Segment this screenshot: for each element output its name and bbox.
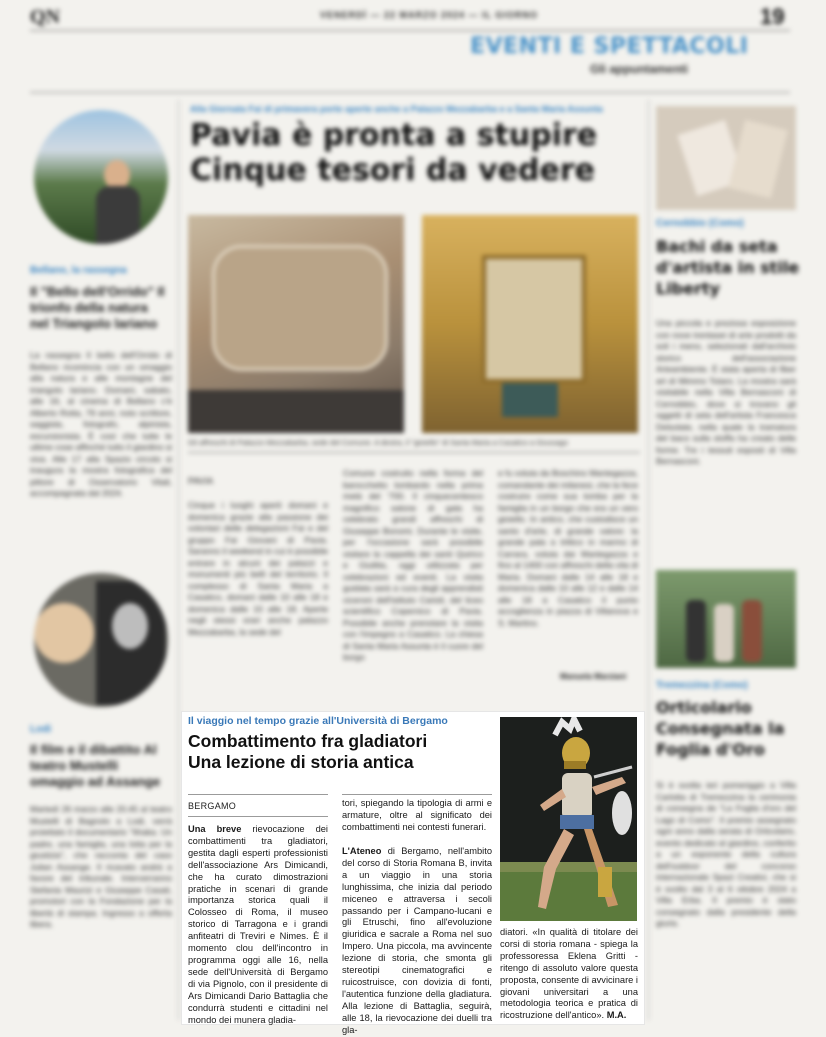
focus-article-headline-line1: Combattimento fra gladiatori xyxy=(188,731,428,751)
focus-article-headline xyxy=(188,731,488,773)
top-article-headline-line1: Pavia è pronta a stupire xyxy=(190,118,598,153)
focus-p3-lead: L'Ateneo xyxy=(342,846,382,856)
top-article-signature: Manuela Marziani xyxy=(560,672,627,681)
left-story1-headline: Il "Bello dell'Orrido" Il trionfo della natura nel Triangolo lariano xyxy=(30,284,165,331)
right-story1-tag: Cernobbio (Como) xyxy=(656,218,744,229)
focus-rule-left xyxy=(188,794,328,795)
masthead-logo: QN xyxy=(30,6,60,28)
left-column-divider xyxy=(178,100,179,1020)
focus-p3-text: di Bergamo, nell'ambito del corso di Storia Romana B, invita a un viaggio in una storia lunghissima, che inizia dal periodo miceneo e attraversa i secoli passando per i Campano-lucani e gli Etruschi, fino all'evoluzione giuridica e sacrale a Roma nel suo Impero. Una piccola, ma avvincente lezione di storia, che smonta gli stereotipi cinematografici e ruicostruisce, con dovizia di fonti, l'autentica funzione della gladiatura. Alla lezione di Battaglia, seguirà, alle 18, la rievocazione dei duelli tra gla- xyxy=(342,846,492,1035)
left-story1-tag: Bellano, la rassegna xyxy=(30,265,127,276)
section-subtitle: Gli appuntamenti xyxy=(590,62,689,76)
top-article-column3: e fu voluta da Boschino Mantegazza, comandante dei milanesi, che la fece costruire come sua tomba per la famiglia in un borgo che era un vero gioiello. In antico, che custodisce un santo d'arte, di grande valore: la grande pala a trittico in marmo di Carrara, voluta dai Mantegazza e fino al 1400 con affreschi della vita di Maria. Domani dalle 14 alle 18 e domenica dalle 10 alle 12 e dalle 14 alle 18 a Casatico il punto accoglienza in piazza di Villanova e S. Martino. xyxy=(498,468,638,628)
award-ceremony-photo xyxy=(656,570,796,668)
left-story1-body: La rassegna Il bello dell'Orrido di Bellano ricomincia con un omaggio alla natura e alle montagne del triangolo lariano. Domani, sabato, alle 16, al cinema di Bellano c'è Alberto Rotta, 79 anni, noto scrittore, saggista, fotografo, alpinista, escursionista. È così che tutte le ultime cose affinché tutto il giardino si viva. Alle 17 alla Spazio circolo si inaugura la mostra fotografica del pittore di Osservatorio Vitali, accompagnata dal 2024. xyxy=(30,350,172,498)
palazzo-mezzabarba-fresco-photo xyxy=(188,215,404,433)
focus-article-kicker: Il viaggio nel tempo grazie all'Università di Bergamo xyxy=(188,715,448,727)
right-story1-body: Una piccola e preziosa esposizione con nove trentasei di arte prodotti da soli i meno, selezionati dall'archivio storico dell'associazione Arteambiente. È stata aperta di fiber art di Mimmo Totaro. La mostra sarà visitabile nella Villa Bernasconi di Cernobbio, dove si trovano gli oggetti di seta dell'artista Francesca Delsolate, nella quale la tramatura del baco sulla stoffa ha creato delle forme. Tre i tessuti esposti di Villa Bernasconi. xyxy=(656,318,796,466)
page-number: 19 xyxy=(760,4,785,29)
right-column-divider xyxy=(648,100,649,1020)
silk-artwork-photo xyxy=(656,106,796,210)
focus-article-paragraph2: tori, spiegando la tipologia di armi e armature, oltre al significato dei combattimenti nei contesti funerari. xyxy=(342,798,492,832)
top-article-column2: Comune costruito nella forma del barocchetto lombardo nella prima metà del '700. Il cinquecentesco magnifico salone di gala ha celebrato grandi affreschi di Giuseppe Bonomi. Durante le visite, per l'occasione sarà possibile visitare la cappella dei santi Quirico e Giulitta, oggi utilizzata per celebrazioni ed eventi. La visita guidata sarà a cura degli apprendisti ciceroni dell'istituto Carioli, del liceo scientifico Copernico di Pavia. Possibile anche prenotare la visita con l'impegno a Casatico. La chiesa di Santa Maria Assunta è il cuore del borgo xyxy=(343,468,483,662)
section-title: EVENTI E SPETTACOLI xyxy=(470,34,749,59)
top-article-headline-line2: Cinque tesori da vedere xyxy=(190,153,595,188)
left-story2-headline: Il film e il dibattito Al teatro Mustelli omaggio ad Assange xyxy=(30,742,161,789)
focus-article-signature: M.A. xyxy=(606,1010,627,1021)
left-story2-tag: Lodi xyxy=(30,724,52,735)
top-article-headline xyxy=(190,118,597,188)
right-story2-tag: Tremezzina (Como) xyxy=(656,680,748,691)
focus-article xyxy=(182,712,644,1035)
top-article-caption: Gli affreschi di Palazzo Mezzabarba, sede del Comune. A destra, il "gioiello" di Santa Maria a Casatico a Giussago xyxy=(188,438,568,447)
focus-article-paragraph1 xyxy=(188,824,328,1026)
header-rule xyxy=(30,30,790,31)
portrait-mountaineer-photo xyxy=(34,110,168,244)
right-story2-headline: Orticolario Consegnata la Foglia d'Oro xyxy=(656,698,785,759)
caption-rule xyxy=(188,452,640,453)
focus-p4-text: diatori. «In qualità di titolare dei corsi di storia romana - spiega la professoressa Eklena Gritti - ritengo di assoluto valore questa proposta, consente di avvicinare i giovani universitari a una metodologia teorica e pratica di ricostruzione dell'antico». xyxy=(500,927,638,1021)
focus-article-paragraph4 xyxy=(500,927,638,1022)
left-story2-body: Martedì 26 marzo alle 20.45 al teatro Mustelli di Bagnolo a Lodi, verrà proiettato il documentario "Ithaka. Un padre, una famiglia, una lotta per la giustizia", che racconta del caso Julian Assange. Il ricavato andrà a favore del tribunale. Interverranno Stefania Maurizi e Giuseppe Casati, promotori con la Fondazione per la libertà di stampa. Ingresso a offerta libera. xyxy=(30,804,172,929)
right-story2-body: Si è svolta ieri pomeriggio a Villa Carlotta di Tremezzina la cerimonia di consegna de "La Foglia d'oro del Lago di Como". Il premio assegnato ogni anno dalla serata di Orticolario, evento dedicato al giardino, conferito a un esponente della cultura dell'outdoor del concorso internazionale Spazi Creativi, che si è svolto dal 3 al 6 ottobre 2024 a Villa Erba. Il premio è stato consegnato dalla presidente della giuria. xyxy=(656,780,796,928)
gladiator-reenactor-photo xyxy=(500,717,637,921)
focus-article-headline-line2: Una lezione di storia antica xyxy=(188,752,414,772)
portrait-assange-photo xyxy=(34,573,168,707)
focus-article-city: BERGAMO xyxy=(188,801,237,811)
focus-p1-lead: Una breve xyxy=(188,824,242,834)
focus-p1-text: rievocazione dei combattimenti tra gladiatori, gestita dagli esperti professionisti dell'associazione Ars Dimicandi, che ha curato dimostrazioni pratiche in scenari di grande importanza storica quali il Colosseo di Roma, il museo storico di Tarragona e i grandi anfiteatri di Treviri e Nimes. È il momento clou dell'incontro in programma oggi alle 16, nella sede dell'Università di Bergamo di via Pignolo, con il presidente di Ars Dimicandi Dario Battaglia che condurrà studenti e cittadini nel mondo dei munera gladia- xyxy=(188,824,328,1025)
top-article-kicker: Alla Giornata Fai di primavera porte aperte anche a Palazzo Mezzabarba e a Santa Maria Assunta xyxy=(190,104,603,114)
focus-rule-city xyxy=(188,816,328,817)
focus-rule-right xyxy=(342,794,492,795)
top-article-city: PAVIA xyxy=(188,476,214,486)
santa-maria-casatico-altar-photo xyxy=(422,215,638,433)
focus-article-paragraph3 xyxy=(342,846,492,1037)
top-article-column1: Cinque i luoghi aperti domani e domenica grazie alla passione dei volontari delle delegazioni Fai e del gruppo Fai Giovani di Pavia. Saranno il weekend in cui è possibile entrare in alcuni dei palazzi e monumenti più belli del territorio. Il complesso di Santa Maria a Casatico, domani dalle 10 alle 18 e domenica dalle 10 alle 18. Aperte negli stessi orari anche palazzo Mezzabarba, la sede del xyxy=(188,500,328,637)
right-story1-headline: Bachi da seta d'artista in stile Liberty xyxy=(656,237,800,298)
masthead-date-line: VENERDÌ — 22 MARZO 2024 — IL GIORNO xyxy=(320,10,538,20)
gladiator-illustration xyxy=(500,717,637,921)
section-rule xyxy=(30,92,790,93)
